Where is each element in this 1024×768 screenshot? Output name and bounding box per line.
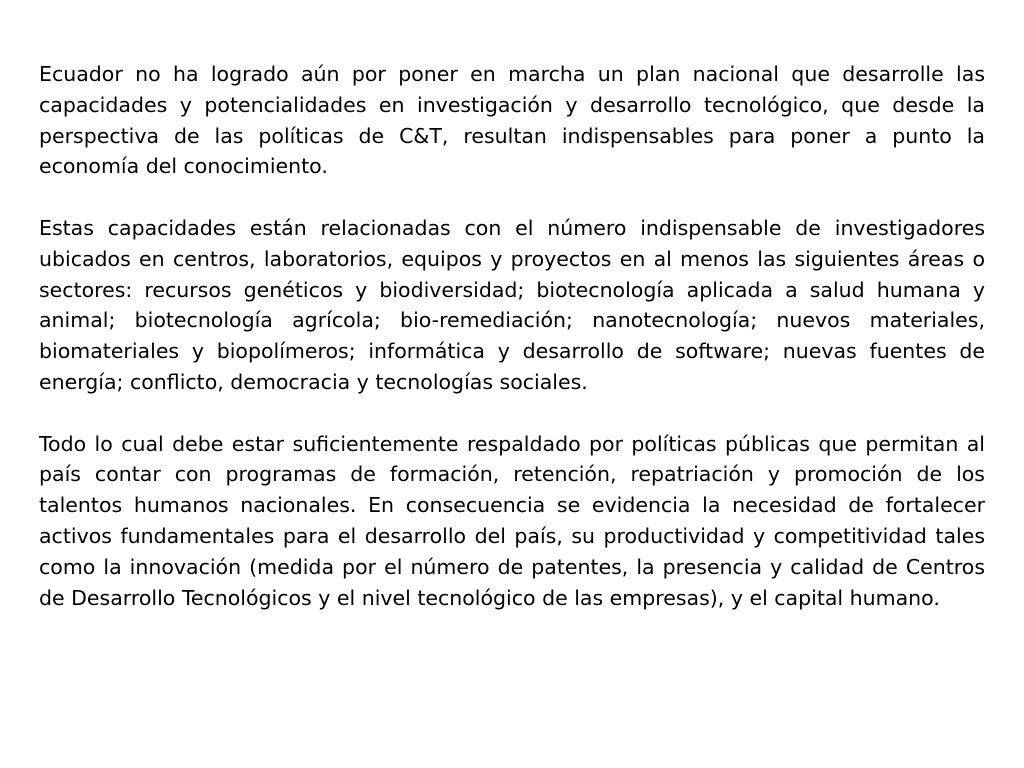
slide-body (39, 59, 985, 613)
paragraph-1: Ecuador no ha logrado aún por poner en marcha un plan nacional que desarrolle las capacidades y potencialidades en investigación y desarrollo tecnológico, que desde la perspectiva de las políticas de C&T, resultan indispensables para poner a punto la economía del conocimiento. (39, 62, 985, 179)
paragraph-3: Todo lo cual debe estar suficientemente respaldado por políticas públicas que permitan al país contar con programas de formación, retención, repatriación y promoción de los talentos humanos nacionales. En consecuencia se evidencia la necesidad de fortalecer activos fundamentales para el desarrollo del país, su productividad y competitividad tales como la innovación (medida por el número de patentes, la presencia y calidad de Centros de Desarrollo Tecnológicos y el nivel tecnológico de las empresas), y el capital humano. (39, 431, 985, 610)
paragraph-2: Estas capacidades están relacionadas con el número indispensable de investigadores ubicados en centros, laboratorios, equipos y proyectos en al menos las siguientes áreas o sectores: recursos genéticos y biodiversidad; biotecnología aplicada a salud humana y animal; biotecnología agrícola; bio-remediación; nanotecnología; nuevos materiales, biomateriales y biopolímeros; informática y desarrollo de software; nuevas fuentes de energía; conflicto, democracia y tecnologías sociales. (39, 215, 985, 394)
